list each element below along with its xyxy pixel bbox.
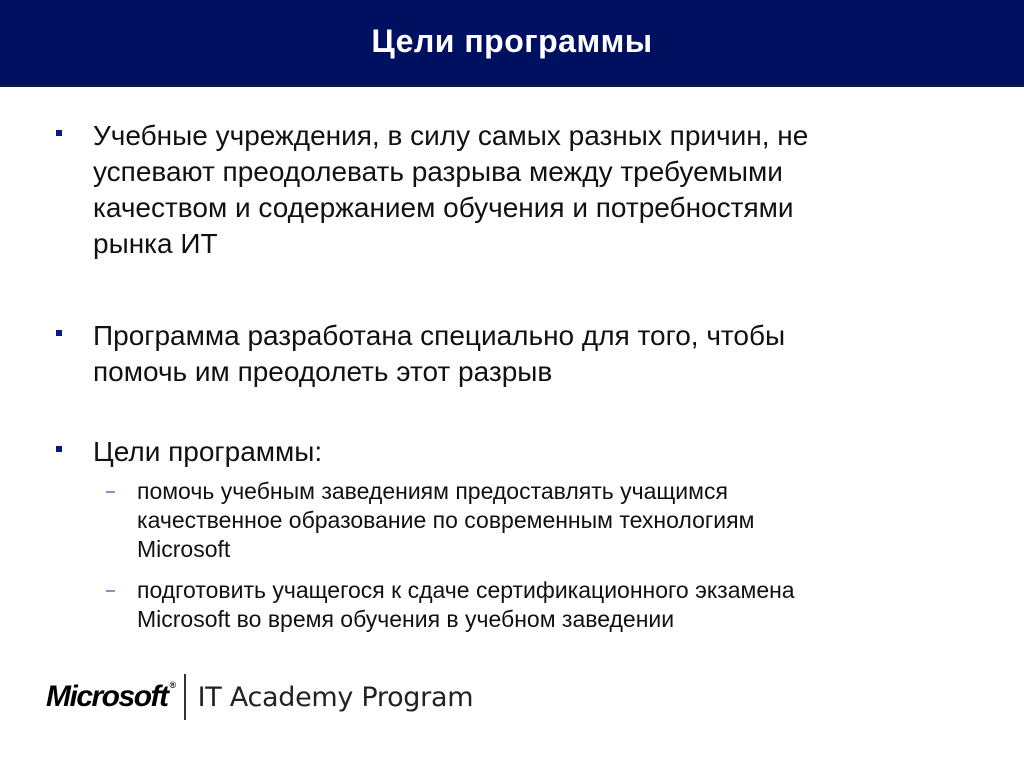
program-name: IT Academy Program bbox=[197, 681, 474, 713]
sub-bullet-text: подготовить учащегося к сдаче сертификационного экзамена Microsoft во время обучения в учебном заведении bbox=[137, 577, 795, 632]
bullet-square-icon bbox=[56, 446, 62, 452]
bullet-item bbox=[56, 318, 956, 394]
bullet-item bbox=[56, 118, 956, 268]
sub-bullet-item bbox=[106, 477, 966, 567]
dash-marker: – bbox=[106, 582, 115, 599]
bullet-square-icon bbox=[56, 130, 62, 136]
bullet-item bbox=[56, 434, 956, 474]
bullet-text: Цели программы: bbox=[93, 436, 323, 467]
slide-title: Цели программы bbox=[371, 22, 653, 59]
bullet-text: Программа разработана специально для того, чтобы помочь им преодолеть этот разрыв bbox=[93, 320, 786, 387]
sub-bullet-item bbox=[106, 576, 966, 636]
bullet-square-icon bbox=[56, 330, 62, 336]
microsoft-logo-text: Microsoft bbox=[46, 680, 168, 713]
registered-mark: ® bbox=[169, 680, 175, 690]
dash-marker: – bbox=[106, 483, 115, 500]
footer-divider bbox=[184, 674, 186, 720]
microsoft-logo bbox=[46, 680, 175, 714]
sub-bullet-text: помочь учебным заведениям предоставлять учащимся качественное образование по современным технологиям Microsoft bbox=[137, 478, 755, 562]
bullet-text: Учебные учреждения, в силу самых разных причин, не успевают преодолевать разрыва между требуемыми качеством и содержанием обучения и потребностями рынка ИТ bbox=[93, 120, 809, 259]
footer-branding bbox=[46, 672, 473, 722]
